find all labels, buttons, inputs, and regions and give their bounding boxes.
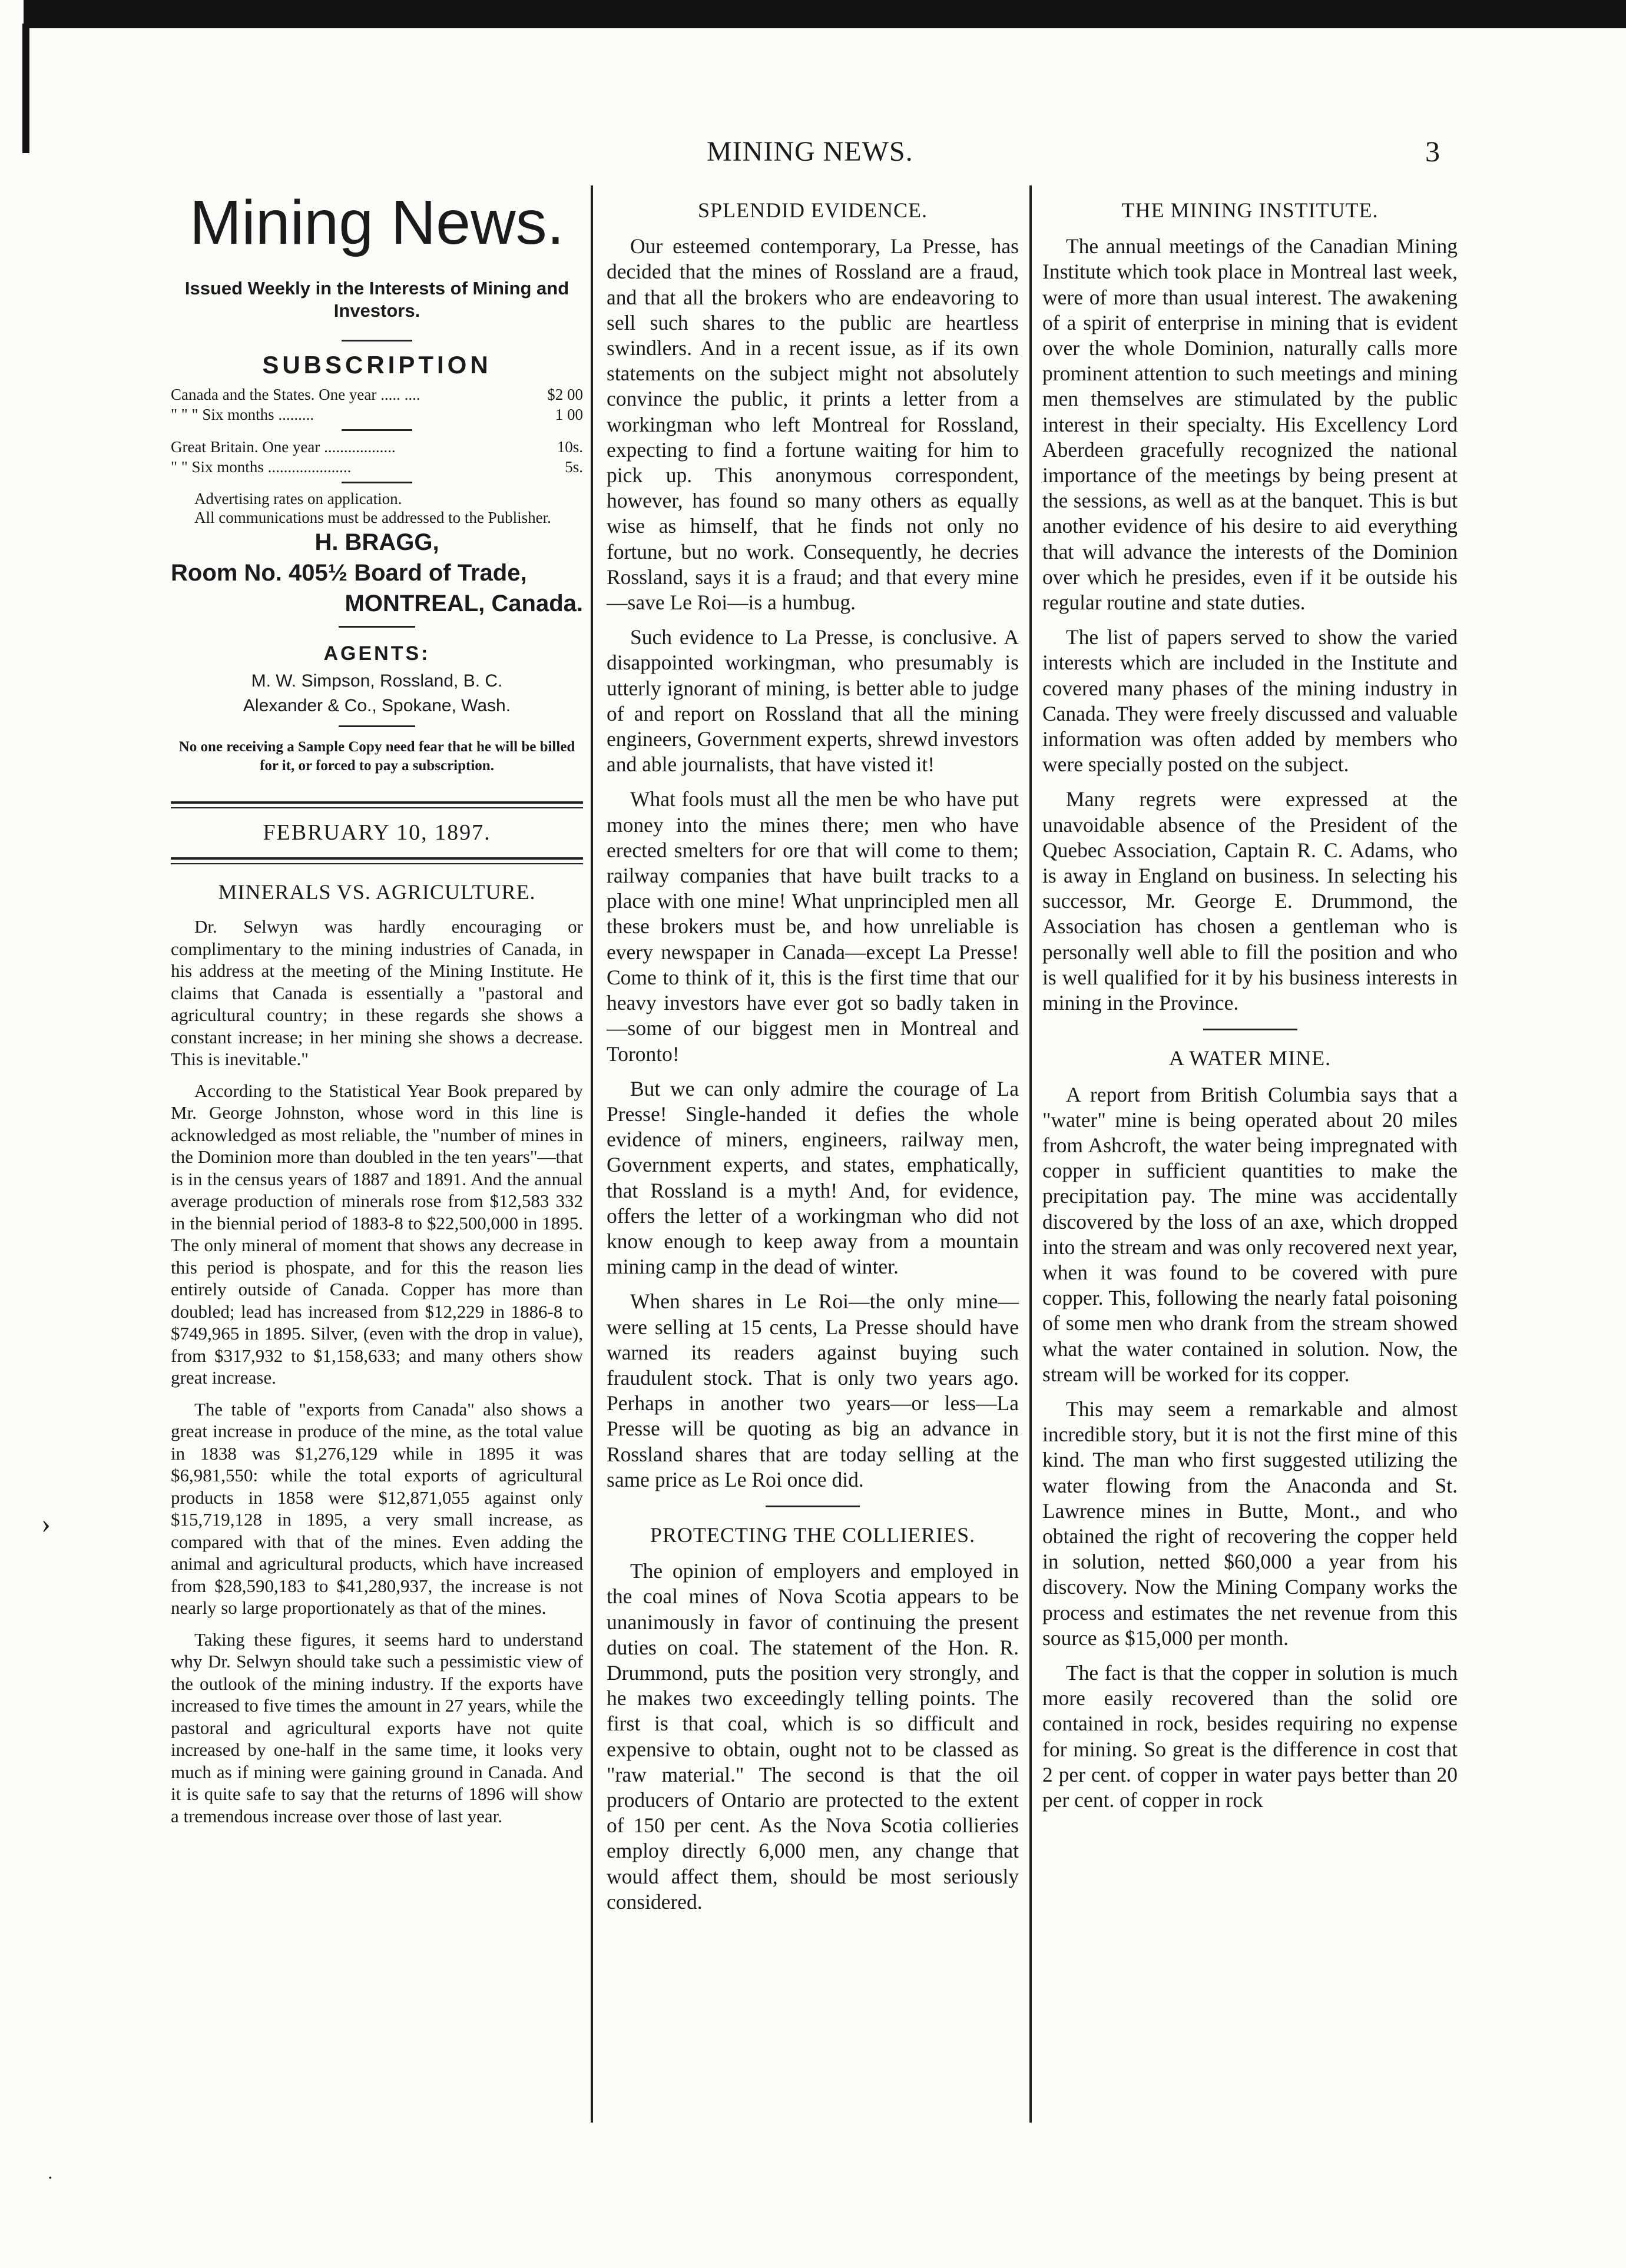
double-rule [171, 857, 583, 864]
sample-copy-notice: No one receiving a Sample Copy need fear that he will be billed for it, or forced to pay a subscription. [178, 738, 575, 774]
issue-date: FEBRUARY 10, 1897. [263, 820, 491, 845]
article-title: MINERALS VS. AGRICULTURE. [218, 880, 536, 904]
page-number: 3 [1425, 135, 1440, 168]
rate-line: " " Six months ..................... 5s. [171, 457, 583, 476]
publisher-address: Room No. 405½ Board of Trade, [171, 559, 527, 586]
column-3 [1042, 194, 1458, 1822]
subscription-heading: SUBSCRIPTION [262, 350, 492, 379]
article-paragraph: What fools must all the men be who have put money into the mines there; men who have erected smelters for ore that will come to them; railway companies that have built tracks to a place with one mine! What unprincipled men all these brokers must be, and how unreliable is every newspaper in Canada—except La Presse! Come to think of it, this is the first time that our heavy investors have ever got so badly taken in—some of our biggest men in Montreal and Toronto! [607, 787, 1019, 1066]
article-paragraph: According to the Statistical Year Book prepared by Mr. George Johnston, whose word in this line is acknowledged as most reliable, the "number of mines in the Dominion more than doubled in the ten years"—that is in the census years of 1887 and 1891. And the annual average production of minerals rose from $12,583 332 in the biennial period of 1883-8 to $22,500,000 in 1895. The only mineral of moment that shows any decrease in this period is phospate, and for this the reason lies entirely outside of Canada. Copper has more than doubled; lead has increased from $12,229 in 1886-8 to $749,965 in 1895. Silver, (even with the drop in value), from $317,932 to $1,158,633; and many others show great increase. [171, 1080, 583, 1388]
column-2 [607, 194, 1019, 1924]
article-title: PROTECTING THE COLLIERIES. [650, 1523, 976, 1547]
column-rule [1029, 185, 1032, 2123]
divider [342, 340, 412, 341]
margin-mark: · [47, 2167, 54, 2188]
divider [342, 429, 412, 431]
article-title: SPLENDID EVIDENCE. [698, 198, 928, 222]
masthead-tagline: Issued Weekly in the Interests of Mining and Investors. [184, 277, 569, 321]
divider [1203, 1029, 1297, 1030]
article-paragraph: The table of "exports from Canada" also shows a great increase in produce of the mine, as the total value in 1838 was $1,276,129 while in 1895 it was $6,981,550: while the total exports of agricultural products in 1858 were $12,871,055 against only $15,719,128 in 1895, a very small increase, as compared with that of the mines. Even adding the animal and agricultural products, which have increased from $28,590,183 to $41,280,937, the increase is not nearly so large proportionately as that of the mines. [171, 1398, 583, 1619]
article-paragraph: But we can only admire the courage of La Presse! Single-handed it defies the whole evidence of miners, engineers, railway men, Government experts, and states, emphatically, that Rossland is a myth! And, for evidence, offers the letter of a workingman who did not know enough to keep away from a mountain mining camp in the dead of winter. [607, 1076, 1019, 1279]
article-paragraph: This may seem a remarkable and almost incredible story, but it is not the first mine of this kind. The man who first suggested utilizing the water flowing from the Anaconda and St. Lawrence mines in Butte, Mont., and who obtained the right of recovering the copper held in solution, netted $60,000 a year from his discovery. Now the Mining Company works the process and estimates the net revenue from this source as $15,000 per month. [1042, 1397, 1458, 1650]
column-1 [171, 188, 583, 1836]
publisher-name: H. BRAGG, [314, 529, 439, 555]
article-paragraph: Dr. Selwyn was hardly encouraging or complimentary to the mining industries of Canada, in his address at the meeting of the Mining Institute. He claims that Canada is essentially a "pastoral and agricultural country; in these regards she shows a constant increase; in her mining she shows a decrease. This is inevitable." [171, 916, 583, 1070]
masthead-title: Mining News. [189, 188, 565, 257]
divider [339, 725, 415, 727]
running-head: MINING NEWS. [707, 136, 913, 167]
divider [766, 1506, 860, 1507]
article-paragraph: Such evidence to La Presse, is conclusive. A disappointed workingman, who presumably is utterly ignorant of mining, is better able to judge of and report on Rossland that all the mining engineers, Government experts, shrewd investors and able journalists, that have visted it! [607, 625, 1019, 777]
column-rule [591, 185, 593, 2123]
divider [342, 482, 412, 483]
rate-line: " " " Six months ......... 1 00 [171, 405, 583, 423]
publisher-city: MONTREAL, Canada. [345, 590, 583, 616]
article-title: THE MINING INSTITUTE. [1121, 198, 1379, 222]
communications-note: All communications must be addressed to the Publisher. [194, 508, 551, 526]
divider [339, 626, 415, 628]
double-rule [171, 801, 583, 808]
article-paragraph: The opinion of employers and employed in the coal mines of Nova Scotia appears to be unanimously in favor of continuing the present duties on coal. The statement of the Hon. R. Drummond, puts the position very strongly, and he makes two exceedingly telling points. The first is that coal, which is so difficult and expensive to obtain, ought not to be classed as "raw material." The second is that the oil producers of Ontario are protected to the extent of 150 per cent. As the Nova Scotia collieries employ directly 6,000 men, any change that would affect them, should be most seriously considered. [607, 1559, 1019, 1914]
top-border-bar [24, 0, 1626, 28]
article-paragraph: The annual meetings of the Canadian Mining Institute which took place in Montreal last week, were of more than usual interest. The awakening of a spirit of enterprise in mining that is evident over the whole Dominion, naturally calls more prominent attention to such meetings and mining men themselves are stimulated by the public interest in their specialty. His Excellency Lord Aberdeen gracefully recognized the national importance of the meetings by being present at the sessions, as well as at the banquet. This is but another evidence of his desire to aid everything that will advance the interests of the Dominion over which he presides, even if it be outside his regular routine and state duties. [1042, 234, 1458, 615]
agent-line: M. W. Simpson, Rossland, B. C. [251, 671, 503, 691]
article-paragraph: The fact is that the copper in solution is much more easily recovered than the solid ore contained in rock, besides requiring no expense for mining. So great is the difference in cost that 2 per cent. of copper in water pays better than 20 per cent. of copper in rock [1042, 1660, 1458, 1812]
article-paragraph: Taking these figures, it seems hard to understand why Dr. Selwyn should take such a pessimistic view of the outlook of the mining industry. If the exports have increased to five times the amount in 27 years, while the pastoral and agricultural exports have not quite increased by one-half in the same time, it looks very much as if mining were gaining ground in Canada. And it is quite safe to say that the returns of 1896 will show a tremendous increase over those of last year. [171, 1629, 583, 1826]
article-title: A WATER MINE. [1168, 1046, 1332, 1070]
agent-line: Alexander & Co., Spokane, Wash. [243, 695, 511, 715]
advertising-note: Advertising rates on application. [194, 489, 402, 508]
rate-line: Great Britain. One year .................. 10s. [171, 437, 583, 456]
agents-heading: AGENTS: [323, 642, 430, 665]
left-margin-rule [22, 24, 29, 153]
article-paragraph: When shares in Le Roi—the only mine—were selling at 15 cents, La Presse should have warned its readers against buying such fraudulent stock. That is only two years ago. Perhaps in another two years—or less—La Presse will be quoting as big an advance in Rossland shares that are today selling at the same price as Le Roi once did. [607, 1289, 1019, 1491]
article-paragraph: A report from British Columbia says that a "water" mine is being operated about 20 miles from Ashcroft, the water being impregnated with copper in sufficient quantities to make the precipitation pay. The mine was accidentally discovered by the loss of an axe, which dropped into the stream and was only recovered next year, when it was found to be covered with pure copper. This, following the nearly fatal poisoning of some men who drank from the stream showed what the water contained in solution. Now, the stream will be worked for its copper. [1042, 1082, 1458, 1386]
rate-line: Canada and the States. One year ..... .... $2 00 [171, 385, 583, 403]
article-paragraph: Our esteemed contemporary, La Presse, has decided that the mines of Rossland are a fraud, and that all the brokers who are endeavoring to sell such shares to the public are heartless swindlers. And in a recent issue, as if its own statements on the subject might not absolutely convince the public, it prints a letter from a workingman who left Montreal for Rossland, expecting to find a fortune waiting for him to pick up. This anonymous correspondent, however, has found so many others as equally wise as himself, that he finds not only no fortune, but no work. Consequently, he decries Rossland, says it is a fraud; and that every mine—save Le Roi—is a humbug. [607, 234, 1019, 615]
article-paragraph: Many regrets were expressed at the unavoidable absence of the President of the Quebec Association, Captain R. C. Adams, who is away in England on business. In selecting his successor, Mr. George E. Drummond, the Association has chosen a gentleman who is personally well able to fill the position and who is well qualified for it by his business interests in mining in the Province. [1042, 787, 1458, 1015]
article-paragraph: The list of papers served to show the varied interests which are included in the Institute and covered many phases of the mining industry in Canada. They were freely discussed and valuable information was often added by members who were specially posted on the subject. [1042, 625, 1458, 777]
margin-mark: › [41, 1508, 51, 1539]
